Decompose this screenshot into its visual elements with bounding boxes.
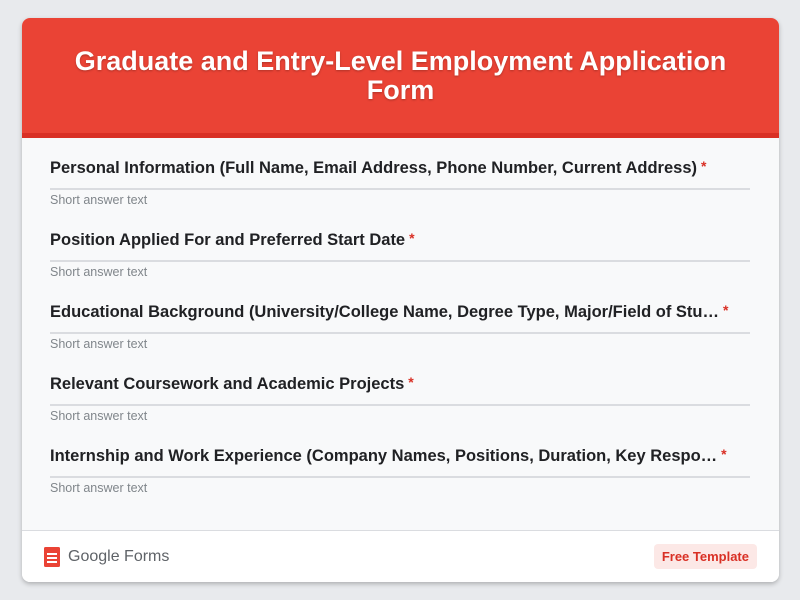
required-asterisk: * <box>701 158 707 174</box>
question-title: Personal Information (Full Name, Email Address, Phone Number, Current Address) <box>50 159 697 177</box>
question-item <box>50 302 751 374</box>
brand-name: Google Forms <box>68 547 170 565</box>
required-asterisk: * <box>409 230 415 246</box>
question-title: Educational Background (University/College Name, Degree Type, Major/Field of Stu… <box>50 303 719 321</box>
short-answer-field[interactable]: Short answer text <box>50 193 148 207</box>
short-answer-field[interactable]: Short answer text <box>50 481 148 495</box>
form-card <box>22 18 779 582</box>
form-header <box>22 18 779 138</box>
question-item <box>50 446 751 518</box>
answer-underline <box>50 404 750 406</box>
question-title-row <box>50 302 751 322</box>
answer-underline <box>50 332 750 334</box>
form-title: Graduate and Entry-Level Employment Application Form <box>74 45 727 105</box>
form-footer <box>22 530 779 582</box>
question-item <box>50 374 751 446</box>
required-asterisk: * <box>408 374 414 390</box>
question-item <box>50 158 751 230</box>
answer-underline <box>50 188 750 190</box>
answer-underline <box>50 476 750 478</box>
question-title-row <box>50 158 751 178</box>
answer-underline <box>50 260 750 262</box>
question-title: Internship and Work Experience (Company Names, Positions, Duration, Key Respo… <box>50 447 718 465</box>
short-answer-field[interactable]: Short answer text <box>50 265 148 279</box>
question-list <box>22 138 779 518</box>
question-item <box>50 230 751 302</box>
free-template-badge[interactable]: Free Template <box>654 544 757 569</box>
question-title-row <box>50 374 751 394</box>
short-answer-field[interactable]: Short answer text <box>50 409 148 423</box>
google-forms-icon <box>44 547 60 567</box>
required-asterisk: * <box>721 446 727 462</box>
question-title-row <box>50 446 751 466</box>
question-title: Position Applied For and Preferred Start Date <box>50 231 406 249</box>
question-title: Relevant Coursework and Academic Projects <box>50 375 405 393</box>
question-title-row <box>50 230 751 250</box>
short-answer-field[interactable]: Short answer text <box>50 337 148 351</box>
brand <box>44 547 169 567</box>
required-asterisk: * <box>723 302 729 318</box>
